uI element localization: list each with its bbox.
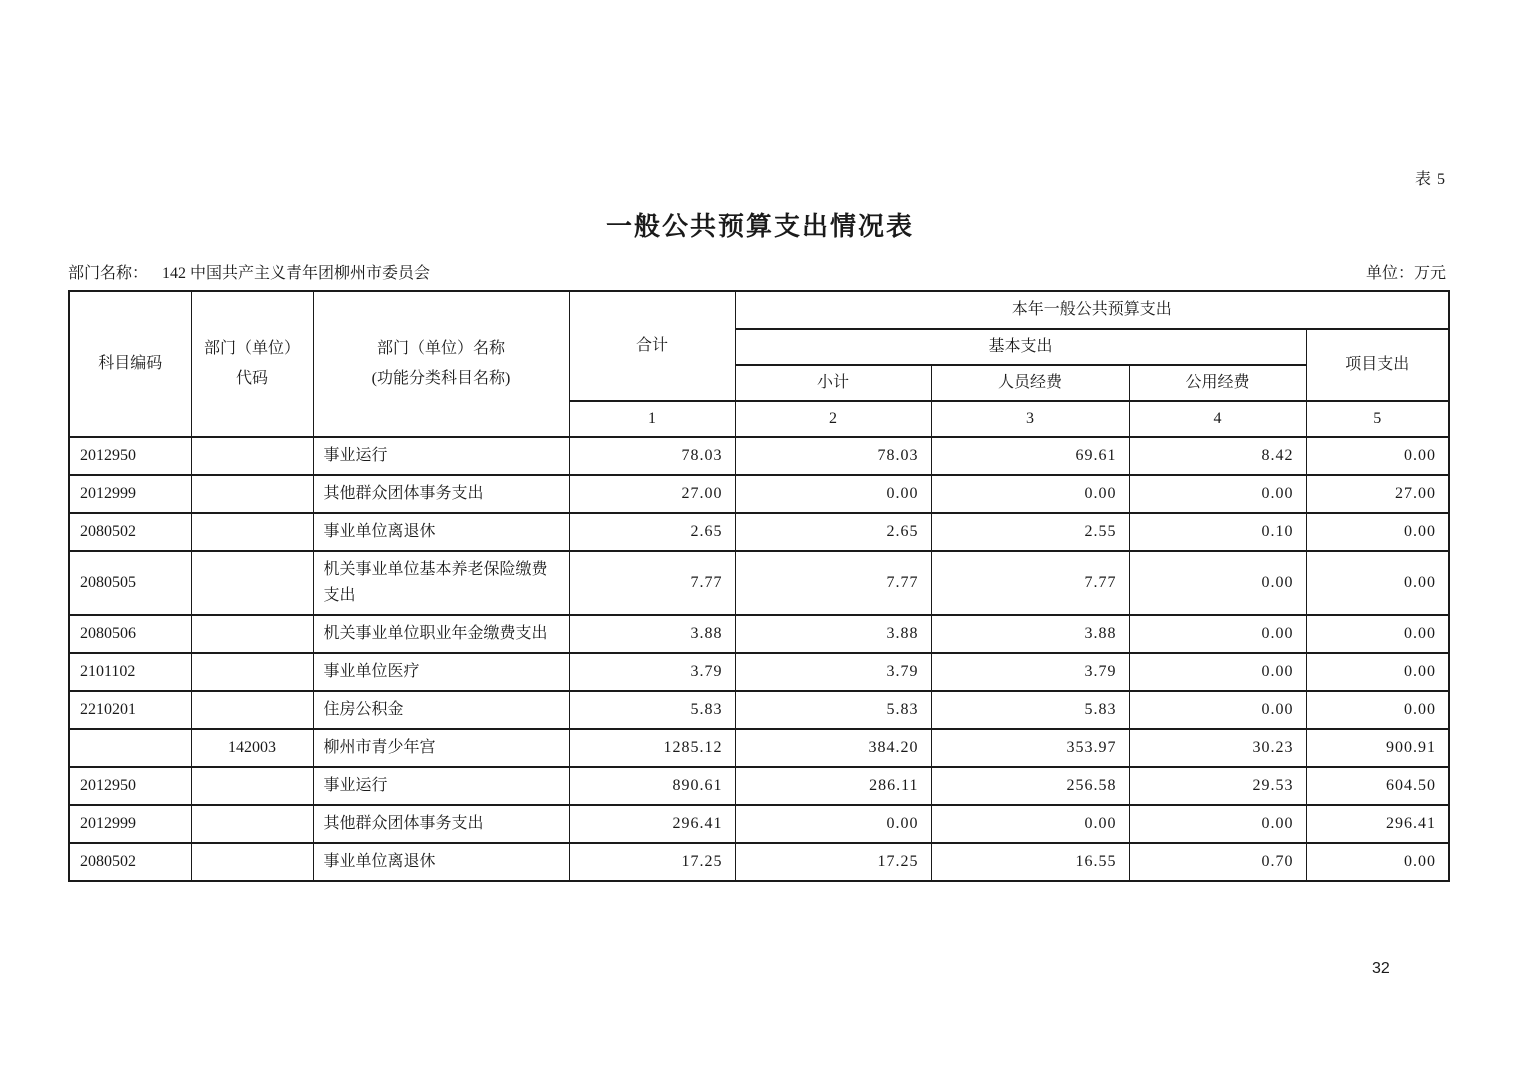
column-number-5: 5 [1306,401,1449,437]
department-name-line [68,260,430,283]
cell-dept-code [191,615,313,653]
cell-dept-code [191,767,313,805]
cell-personnel: 69.61 [931,437,1129,475]
cell-dept-name: 柳州市青少年宫 [313,729,569,767]
cell-subtotal: 7.77 [735,551,931,615]
header-row-1 [69,291,1449,329]
cell-public-funds: 30.23 [1129,729,1306,767]
cell-total: 17.25 [569,843,735,881]
cell-project: 0.00 [1306,691,1449,729]
header-subject-code: 科目编码 [69,291,191,437]
cell-subject-code: 2012950 [69,767,191,805]
table-row [69,551,1449,615]
header-basic-expenditure: 基本支出 [735,329,1306,365]
cell-subject-code: 2080506 [69,615,191,653]
table-header [69,291,1449,437]
department-name-value: 142 中国共产主义青年团柳州市委员会 [162,265,431,282]
cell-public-funds: 8.42 [1129,437,1306,475]
page-title: 一般公共预算支出情况表 [605,212,914,241]
cell-subject-code [69,729,191,767]
cell-public-funds: 0.00 [1129,653,1306,691]
cell-subtotal: 384.20 [735,729,931,767]
cell-dept-name: 其他群众团体事务支出 [313,805,569,843]
table-row [69,729,1449,767]
table-body [69,437,1449,881]
cell-subtotal: 2.65 [735,513,931,551]
cell-personnel: 0.00 [931,805,1129,843]
cell-dept-code [191,475,313,513]
table-row [69,615,1449,653]
meta-row [68,260,1446,283]
cell-dept-code: 142003 [191,729,313,767]
cell-dept-name: 事业单位离退休 [313,843,569,881]
unit-label: 单位：万元 [1365,265,1446,282]
cell-project: 0.00 [1306,551,1449,615]
cell-subtotal: 286.11 [735,767,931,805]
cell-dept-code [191,551,313,615]
cell-dept-name: 机关事业单位基本养老保险缴费支出 [313,551,569,615]
header-dept-code [191,291,313,437]
cell-subject-code: 2080502 [69,513,191,551]
cell-total: 7.77 [569,551,735,615]
cell-dept-name: 事业运行 [313,767,569,805]
cell-public-funds: 0.00 [1129,691,1306,729]
cell-personnel: 5.83 [931,691,1129,729]
column-number-1: 1 [569,401,735,437]
cell-personnel: 7.77 [931,551,1129,615]
cell-project: 0.00 [1306,843,1449,881]
cell-subtotal: 17.25 [735,843,931,881]
cell-total: 3.88 [569,615,735,653]
cell-dept-code [191,437,313,475]
cell-project: 0.00 [1306,615,1449,653]
cell-dept-name: 事业单位医疗 [313,653,569,691]
cell-project: 27.00 [1306,475,1449,513]
cell-subject-code: 2012950 [69,437,191,475]
table-row [69,475,1449,513]
table-row [69,767,1449,805]
cell-public-funds: 0.00 [1129,475,1306,513]
cell-subject-code: 2210201 [69,691,191,729]
cell-dept-name: 住房公积金 [313,691,569,729]
cell-total: 27.00 [569,475,735,513]
cell-personnel: 0.00 [931,475,1129,513]
cell-project: 604.50 [1306,767,1449,805]
cell-personnel: 3.88 [931,615,1129,653]
cell-public-funds: 0.00 [1129,551,1306,615]
cell-personnel: 256.58 [931,767,1129,805]
cell-project: 0.00 [1306,437,1449,475]
cell-subject-code: 2080502 [69,843,191,881]
cell-dept-code [191,805,313,843]
cell-dept-code [191,843,313,881]
cell-total: 1285.12 [569,729,735,767]
cell-subject-code: 2101102 [69,653,191,691]
cell-public-funds: 29.53 [1129,767,1306,805]
header-total: 合计 [569,291,735,401]
cell-public-funds: 0.00 [1129,805,1306,843]
cell-subject-code: 2012999 [69,475,191,513]
cell-dept-name: 机关事业单位职业年金缴费支出 [313,615,569,653]
column-number-3: 3 [931,401,1129,437]
header-dept-name-line1: 部门（单位）名称 [376,340,505,357]
cell-dept-name: 事业单位离退休 [313,513,569,551]
table-row [69,691,1449,729]
cell-project: 0.00 [1306,513,1449,551]
cell-total: 2.65 [569,513,735,551]
cell-subject-code: 2012999 [69,805,191,843]
cell-public-funds: 0.00 [1129,615,1306,653]
header-dept-code-line1: 部门（单位） [203,340,300,357]
department-name-label: 部门名称： [68,265,149,282]
cell-subtotal: 78.03 [735,437,931,475]
cell-dept-name: 事业运行 [313,437,569,475]
column-number-2: 2 [735,401,931,437]
cell-subject-code: 2080505 [69,551,191,615]
cell-project: 900.91 [1306,729,1449,767]
cell-dept-code [191,691,313,729]
cell-subtotal: 0.00 [735,805,931,843]
cell-public-funds: 0.10 [1129,513,1306,551]
cell-personnel: 2.55 [931,513,1129,551]
cell-subtotal: 0.00 [735,475,931,513]
table-row [69,437,1449,475]
cell-total: 3.79 [569,653,735,691]
cell-subtotal: 3.88 [735,615,931,653]
header-public-funds: 公用经费 [1129,365,1306,401]
budget-table [68,290,1450,882]
cell-personnel: 353.97 [931,729,1129,767]
table-row [69,653,1449,691]
header-personnel-funds: 人员经费 [931,365,1129,401]
cell-project: 0.00 [1306,653,1449,691]
cell-personnel: 3.79 [931,653,1129,691]
table-row [69,843,1449,881]
cell-total: 5.83 [569,691,735,729]
cell-dept-code [191,653,313,691]
cell-total: 296.41 [569,805,735,843]
cell-subtotal: 5.83 [735,691,931,729]
header-subtotal: 小计 [735,365,931,401]
header-current-year-expenditure: 本年一般公共预算支出 [735,291,1449,329]
header-project-expenditure: 项目支出 [1306,329,1449,401]
column-number-4: 4 [1129,401,1306,437]
cell-dept-code [191,513,313,551]
cell-dept-name: 其他群众团体事务支出 [313,475,569,513]
cell-project: 296.41 [1306,805,1449,843]
cell-total: 78.03 [569,437,735,475]
page-number: 32 [1372,960,1390,977]
table-number-label: 表 5 [1414,171,1446,188]
cell-personnel: 16.55 [931,843,1129,881]
cell-total: 890.61 [569,767,735,805]
header-dept-name [313,291,569,437]
header-dept-name-line2: (功能分类科目名称) [371,370,511,387]
cell-subtotal: 3.79 [735,653,931,691]
table-row [69,513,1449,551]
cell-public-funds: 0.70 [1129,843,1306,881]
table-row [69,805,1449,843]
header-dept-code-line2: 代码 [235,370,268,387]
